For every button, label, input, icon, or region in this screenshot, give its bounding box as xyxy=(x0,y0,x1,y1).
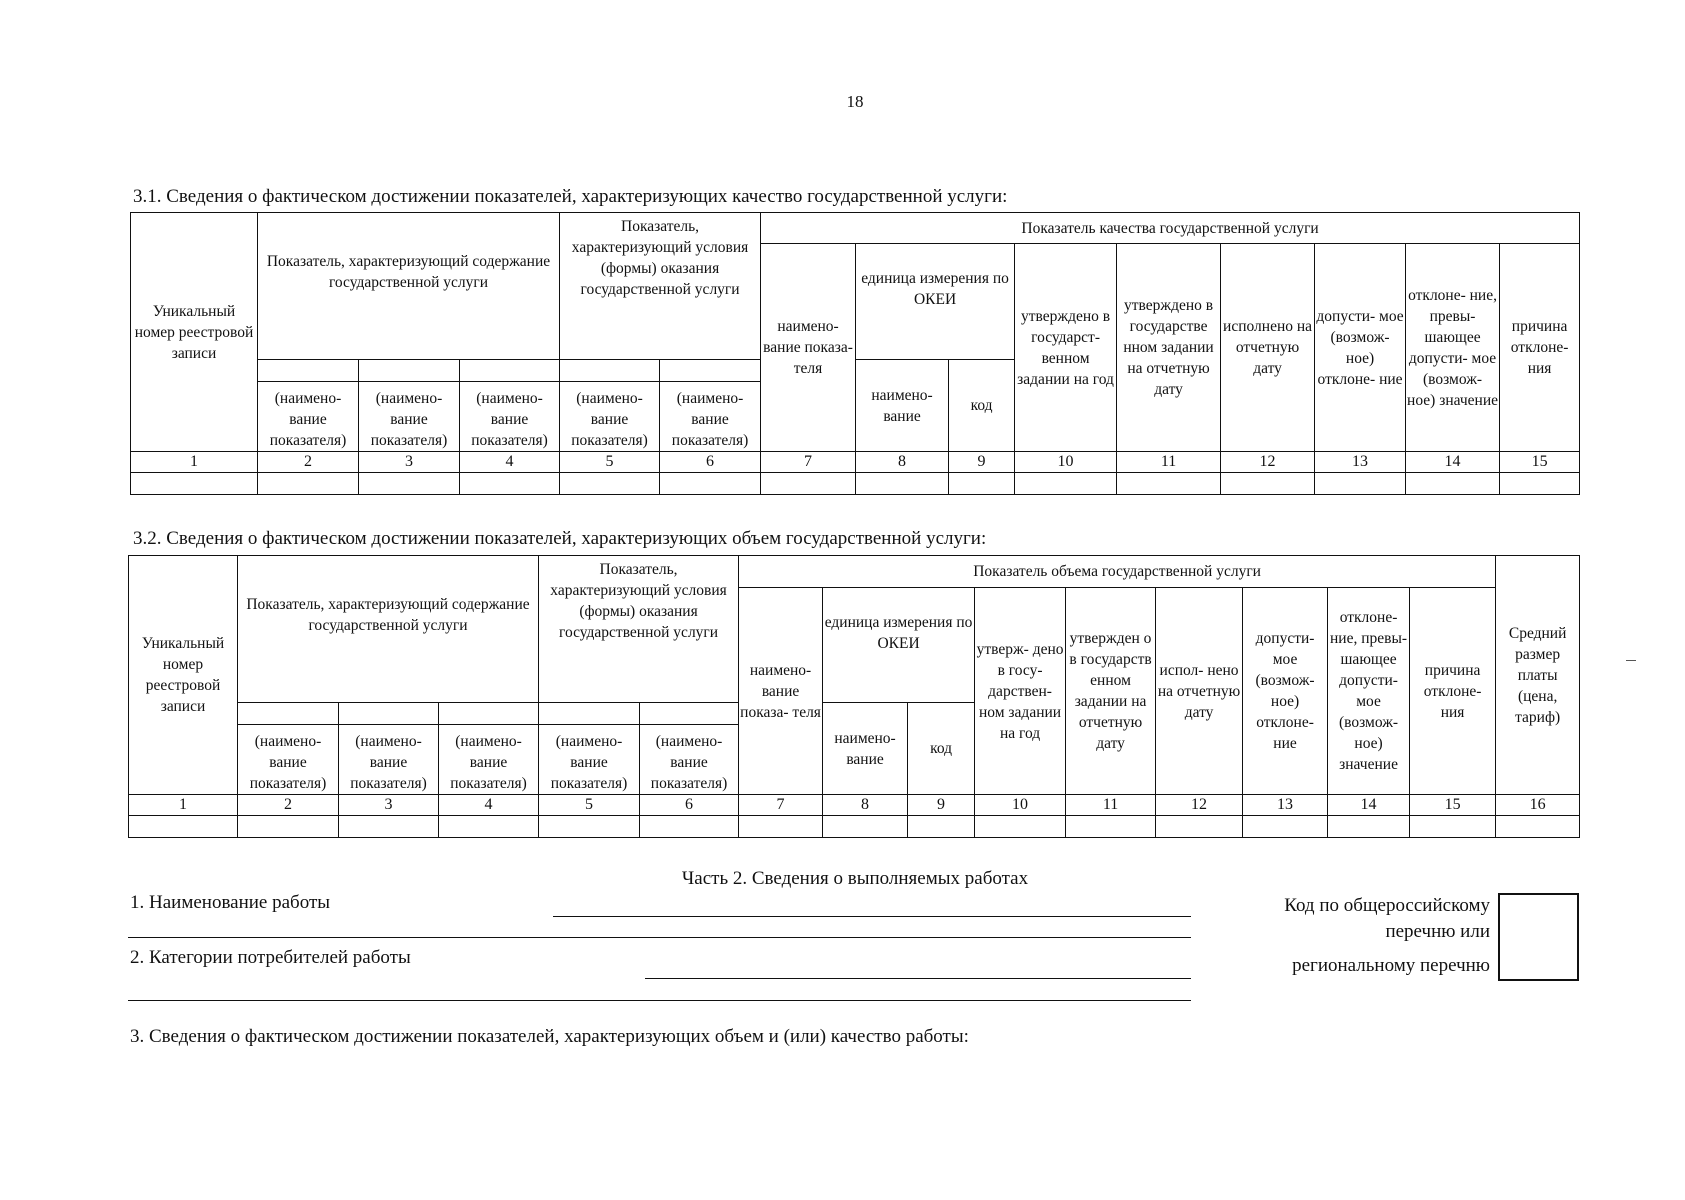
data-cell[interactable] xyxy=(1406,473,1500,495)
data-cell[interactable] xyxy=(439,816,539,838)
column-number: 5 xyxy=(539,795,640,816)
work-name-label: 1. Наименование работы xyxy=(130,892,331,913)
indicator-name-subheader: (наимено- вание показателя) xyxy=(339,725,439,795)
code-label-line-3: региональному перечню xyxy=(1292,955,1490,976)
indicator-name-header: наимено- вание показа- теля xyxy=(761,244,856,452)
conditions-indicator-header: Показатель, характеризующий условия (формы) оказания государственной услуги xyxy=(560,213,761,360)
column-number: 4 xyxy=(460,452,560,473)
margin-mark xyxy=(1626,660,1636,661)
allowed-deviation-header: допусти- мое (возмож- ное) отклоне- ние xyxy=(1243,588,1328,795)
data-cell[interactable] xyxy=(129,816,238,838)
executed-header: испол- нено на отчетную дату xyxy=(1156,588,1243,795)
data-cell[interactable] xyxy=(823,816,908,838)
approved-year-header: утверж- дено в госу- дарствен- ном задании на год xyxy=(975,588,1066,795)
unit-name-header: наимено- вание xyxy=(856,360,949,452)
code-label-line-2: перечню или xyxy=(1385,921,1490,942)
data-cell[interactable] xyxy=(560,473,660,495)
unit-code-header: код xyxy=(908,703,975,795)
unique-record-header: Уникальный номер реестровой записи xyxy=(129,556,238,795)
column-number: 1 xyxy=(131,452,258,473)
column-number: 6 xyxy=(640,795,739,816)
indicator-name-subheader: (наимено- вание показателя) xyxy=(539,725,640,795)
data-cell[interactable] xyxy=(1221,473,1315,495)
indicator-name-subheader: (наимено- вание показателя) xyxy=(660,382,761,452)
unit-name-header: наимено- вание xyxy=(823,703,908,795)
okei-unit-header: единица измерения по ОКЕИ xyxy=(823,588,975,703)
data-cell[interactable] xyxy=(238,816,339,838)
indicator-name-header: наимено- вание показа- теля xyxy=(739,588,823,795)
volume-indicators-table xyxy=(128,555,1580,838)
data-cell[interactable] xyxy=(1328,816,1410,838)
data-cell[interactable] xyxy=(1243,816,1328,838)
code-input-box[interactable] xyxy=(1498,893,1579,981)
indicator-name-subheader: (наимено- вание показателя) xyxy=(560,382,660,452)
data-cell[interactable] xyxy=(739,816,823,838)
column-number: 12 xyxy=(1156,795,1243,816)
data-cell[interactable] xyxy=(131,473,258,495)
empty-cell xyxy=(660,360,761,382)
data-cell[interactable] xyxy=(539,816,640,838)
data-cell[interactable] xyxy=(761,473,856,495)
approved-date-header: утвержден о в государств енном задании на отчетную дату xyxy=(1066,588,1156,795)
empty-cell xyxy=(460,360,560,382)
indicator-name-subheader: (наимено- вание показателя) xyxy=(359,382,460,452)
data-cell[interactable] xyxy=(258,473,359,495)
volume-indicator-group-header: Показатель объема государственной услуги xyxy=(739,556,1496,588)
empty-cell xyxy=(258,360,359,382)
unit-code-header: код xyxy=(949,360,1015,452)
column-number: 1 xyxy=(129,795,238,816)
empty-cell xyxy=(439,703,539,725)
column-number: 11 xyxy=(1117,452,1221,473)
column-number: 2 xyxy=(258,452,359,473)
data-cell[interactable] xyxy=(975,816,1066,838)
indicator-name-subheader: (наимено- вание показателя) xyxy=(439,725,539,795)
code-label-line-1: Код по общероссийскому xyxy=(1284,895,1490,916)
data-cell[interactable] xyxy=(949,473,1015,495)
content-indicator-header: Показатель, характеризующий содержание государственной услуги xyxy=(258,213,560,360)
column-number: 5 xyxy=(560,452,660,473)
column-number: 16 xyxy=(1496,795,1580,816)
data-cell[interactable] xyxy=(1315,473,1406,495)
column-number: 6 xyxy=(660,452,761,473)
data-cell[interactable] xyxy=(1500,473,1580,495)
data-cell[interactable] xyxy=(1156,816,1243,838)
data-cell[interactable] xyxy=(908,816,975,838)
consumers-line[interactable] xyxy=(645,978,1191,979)
section-32-title: 3.2. Сведения о фактическом достижении показателей, характеризующих объем государственной услуги: xyxy=(133,528,987,549)
empty-cell xyxy=(560,360,660,382)
approved-date-header: утверждено в государстве нном задании на отчетную дату xyxy=(1117,244,1221,452)
section-3-title: 3. Сведения о фактическом достижении показателей, характеризующих объем и (или) качество работы: xyxy=(130,1026,969,1047)
consumers-label: 2. Категории потребителей работы xyxy=(130,947,411,968)
column-number: 7 xyxy=(739,795,823,816)
column-number: 9 xyxy=(949,452,1015,473)
part2-title: Часть 2. Сведения о выполняемых работах xyxy=(681,868,1029,889)
indicator-name-subheader: (наимено- вание показателя) xyxy=(258,382,359,452)
column-number: 8 xyxy=(856,452,949,473)
data-cell[interactable] xyxy=(1410,816,1496,838)
column-number: 3 xyxy=(339,795,439,816)
quality-indicators-table xyxy=(130,212,1580,495)
column-number: 10 xyxy=(975,795,1066,816)
column-number: 9 xyxy=(908,795,975,816)
content-indicator-header: Показатель, характеризующий содержание государственной услуги xyxy=(238,556,539,703)
data-cell[interactable] xyxy=(1496,816,1580,838)
column-number: 8 xyxy=(823,795,908,816)
work-name-line-2[interactable] xyxy=(128,937,1191,938)
column-number: 15 xyxy=(1410,795,1496,816)
conditions-indicator-header: Показатель, характеризующий условия (формы) оказания государственной услуги xyxy=(539,556,739,703)
column-number: 13 xyxy=(1243,795,1328,816)
empty-cell xyxy=(238,703,339,725)
deviation-reason-header: причина отклоне- ния xyxy=(1500,244,1580,452)
column-number: 15 xyxy=(1500,452,1580,473)
column-number: 4 xyxy=(439,795,539,816)
data-cell[interactable] xyxy=(856,473,949,495)
empty-cell xyxy=(539,703,640,725)
exceeding-deviation-header: отклоне- ние, превы- шающее допусти- мое (возмож- ное) значение xyxy=(1406,244,1500,452)
column-number: 10 xyxy=(1015,452,1117,473)
data-cell[interactable] xyxy=(1066,816,1156,838)
executed-header: исполнено на отчетную дату xyxy=(1221,244,1315,452)
exceeding-deviation-header: отклоне- ние, превы- шающее допусти- мое (возмож- ное) значение xyxy=(1328,588,1410,795)
consumers-line-2[interactable] xyxy=(128,1000,1191,1001)
approved-year-header: утверждено в государст- венном задании на год xyxy=(1015,244,1117,452)
data-cell[interactable] xyxy=(339,816,439,838)
indicator-name-subheader: (наимено- вание показателя) xyxy=(460,382,560,452)
deviation-reason-header: причина отклоне- ния xyxy=(1410,588,1496,795)
indicator-name-subheader: (наимено- вание показателя) xyxy=(238,725,339,795)
column-number: 14 xyxy=(1406,452,1500,473)
column-number: 12 xyxy=(1221,452,1315,473)
data-cell[interactable] xyxy=(359,473,460,495)
allowed-deviation-header: допусти- мое (возмож- ное) отклоне- ние xyxy=(1315,244,1406,452)
code-label xyxy=(1284,893,1490,945)
average-fee-header: Средний размер платы (цена, тариф) xyxy=(1496,556,1580,795)
column-number: 14 xyxy=(1328,795,1410,816)
quality-indicator-group-header: Показатель качества государственной услуги xyxy=(761,213,1580,244)
data-cell[interactable] xyxy=(1117,473,1221,495)
okei-unit-header: единица измерения по ОКЕИ xyxy=(856,244,1015,360)
data-cell[interactable] xyxy=(660,473,761,495)
data-cell[interactable] xyxy=(640,816,739,838)
indicator-name-subheader: (наимено- вание показателя) xyxy=(640,725,739,795)
column-number: 13 xyxy=(1315,452,1406,473)
empty-cell xyxy=(359,360,460,382)
column-number: 11 xyxy=(1066,795,1156,816)
empty-cell xyxy=(339,703,439,725)
data-cell[interactable] xyxy=(1015,473,1117,495)
work-name-line[interactable] xyxy=(553,916,1191,917)
column-number: 2 xyxy=(238,795,339,816)
column-number: 7 xyxy=(761,452,856,473)
data-cell[interactable] xyxy=(460,473,560,495)
column-number: 3 xyxy=(359,452,460,473)
empty-cell xyxy=(640,703,739,725)
unique-record-header: Уникальный номер реестровой записи xyxy=(131,213,258,452)
section-31-title: 3.1. Сведения о фактическом достижении показателей, характеризующих качество государственной услуги: xyxy=(133,186,1008,207)
page-number: 18 xyxy=(846,92,864,111)
